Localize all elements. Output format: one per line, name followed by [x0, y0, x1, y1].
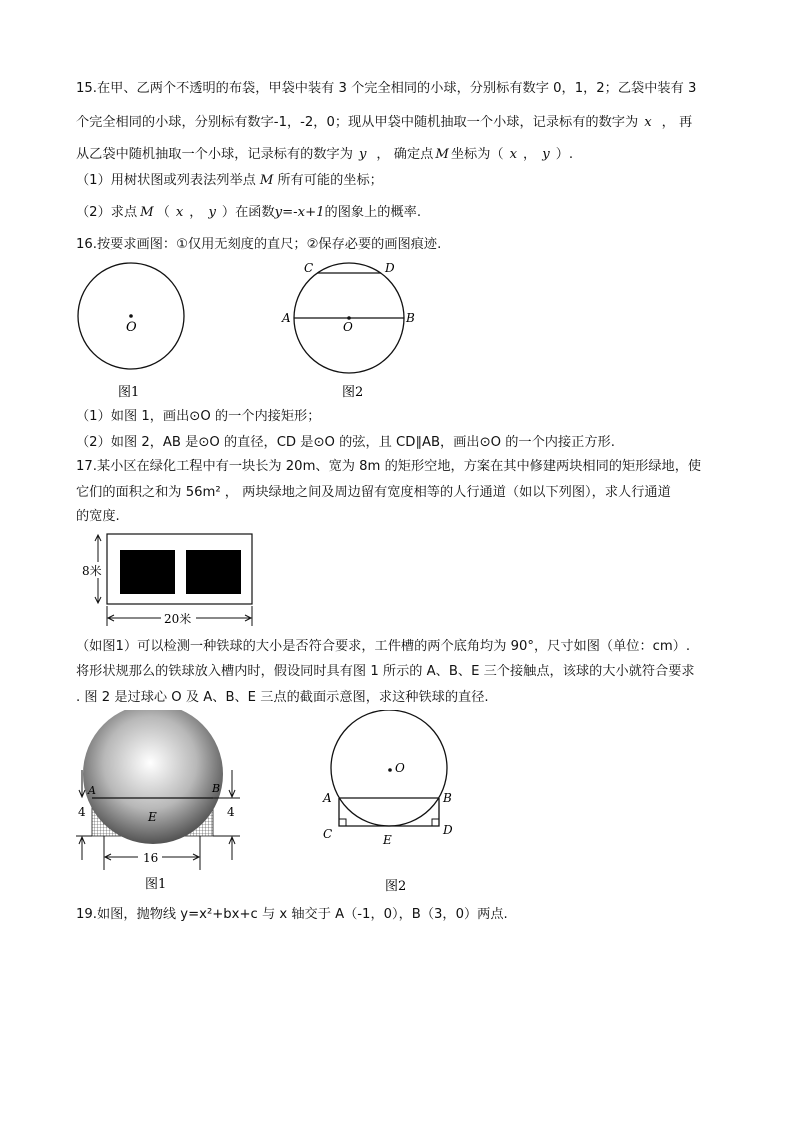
right-angle-d [432, 819, 439, 826]
height-label: 8米 [82, 564, 102, 578]
circle-o [331, 710, 447, 826]
var-m: M [435, 147, 449, 162]
q15-line-3-b: ， 确定点 [376, 147, 434, 162]
q15-part-2-e: 的图象上的概率. [324, 205, 422, 220]
label-a: A [323, 791, 332, 805]
q16-line-2: （1）如图 1，画出⊙O 的一个内接矩形； [76, 409, 321, 424]
function-expression: y=-x+1 [274, 205, 325, 220]
green-plot-right [186, 550, 241, 594]
var-y: y [208, 205, 216, 220]
label-o: O [395, 761, 405, 775]
q15-line-3-c: 坐标为（ [450, 147, 504, 162]
q18-figure-1 [70, 710, 255, 895]
label-b: B [406, 311, 415, 325]
q17-line-3: 的宽度. [76, 509, 120, 524]
right-angle-c [339, 819, 346, 826]
slot-section [339, 798, 439, 826]
center-dot [129, 314, 133, 318]
left-dim-label: 4 [78, 805, 86, 819]
q15-line-5 [76, 204, 421, 222]
green-plot-left [120, 550, 175, 594]
q15-line-2-tail: ， 再 [661, 115, 693, 130]
var-m: M [140, 205, 154, 220]
q18-figure-2 [315, 710, 465, 895]
figure-caption: 图2 [342, 385, 364, 400]
width-label: 20米 [164, 612, 192, 626]
q15-line-1: 15.在甲、乙两个不透明的布袋，甲袋中装有 3 个完全相同的小球，分别标有数字 0，1，2；乙袋中装有 3 [76, 81, 697, 96]
q15-line-2-text: 个完全相同的小球，分别标有数字-1，-2，0；现从甲袋中随机抽取一个小球，记录标有的数字为 [76, 115, 639, 130]
label-c: C [323, 827, 333, 841]
q15-part-2-d: ）在函数 [221, 205, 275, 220]
q15-part-2-c: ， [189, 205, 203, 220]
q15-part-1: （1）用树状图或列表法列举点 [76, 173, 256, 188]
label-a: A [282, 311, 291, 325]
q15-line-2 [76, 114, 692, 132]
bottom-dim-label: 16 [143, 851, 159, 865]
q18-line-3: . 图 2 是过球心 O 及 A、B、E 三点的截面示意图，求这种铁球的直径. [76, 690, 489, 705]
label-d: D [443, 823, 453, 837]
q15-line-3 [76, 146, 573, 164]
var-x: x [644, 115, 652, 130]
label-o: O [126, 320, 137, 335]
q19-line-1: 19.如图，抛物线 y=x²+bx+c 与 x 轴交于 A（-1，0），B（3，0）两点. [76, 907, 508, 922]
label-e: E [148, 810, 157, 824]
label-b: B [443, 791, 452, 805]
q16-figure-2 [280, 255, 420, 405]
var-x: x [509, 147, 518, 162]
right-dim-label: 4 [227, 805, 235, 819]
center-dot [388, 768, 392, 772]
var-y: y [358, 147, 367, 162]
q15-line-4 [76, 172, 383, 190]
q17-line-2: 它们的面积之和为 56m² ， 两块绿地之间及周边留有宽度相等的人行通道（如以下列图），求人行通道 [76, 485, 671, 500]
q16-line-3: （2）如图 2，AB 是⊙O 的直径，CD 是⊙O 的弦，且 CD∥AB，画出⊙O 的一个内接正方形. [76, 435, 615, 450]
label-b: B [212, 782, 221, 795]
q15-part-2-b: （ [156, 205, 170, 220]
q15-line-3-text: 从乙袋中随机抽取一个小球，记录标有的数字为 [76, 147, 353, 162]
var-x: x [175, 205, 184, 220]
label-c: C [304, 261, 314, 275]
q15-line-3-e: ）. [555, 147, 574, 162]
q15-part-2: （2）求点 [76, 205, 138, 220]
label-e: E [383, 833, 392, 847]
q16-figure-1 [70, 260, 200, 405]
q15-line-3-d: ， [523, 147, 537, 162]
label-o: O [343, 320, 353, 334]
label-d: D [385, 261, 395, 275]
figure-caption: 图2 [385, 879, 407, 894]
var-y: y [542, 147, 550, 162]
q18-line-1: （如图1）可以检测一种铁球的大小是否符合要求，工件槽的两个底角均为 90°，尺寸如图（单位：cm）. [76, 639, 691, 654]
q17-line-1: 17.某小区在绿化工程中有一块长为 20m、宽为 8m 的矩形空地，方案在其中修建两块相同的矩形绿地，使 [76, 459, 702, 474]
label-a: A [88, 784, 96, 797]
q15-part-1-tail: 所有可能的坐标； [277, 173, 383, 188]
q18-line-2: 将形状规那么的铁球放入槽内时，假设同时具有图 1 所示的 A、B、E 三个接触点，该球的大小就符合要求 [76, 664, 695, 679]
figure-caption: 图1 [118, 385, 140, 400]
var-m: M [259, 173, 274, 188]
figure-caption: 图1 [145, 877, 167, 892]
q17-figure [76, 530, 266, 630]
q16-line-1: 16.按要求画图：①仅用无刻度的直尺；②保存必要的画图痕迹. [76, 237, 442, 252]
